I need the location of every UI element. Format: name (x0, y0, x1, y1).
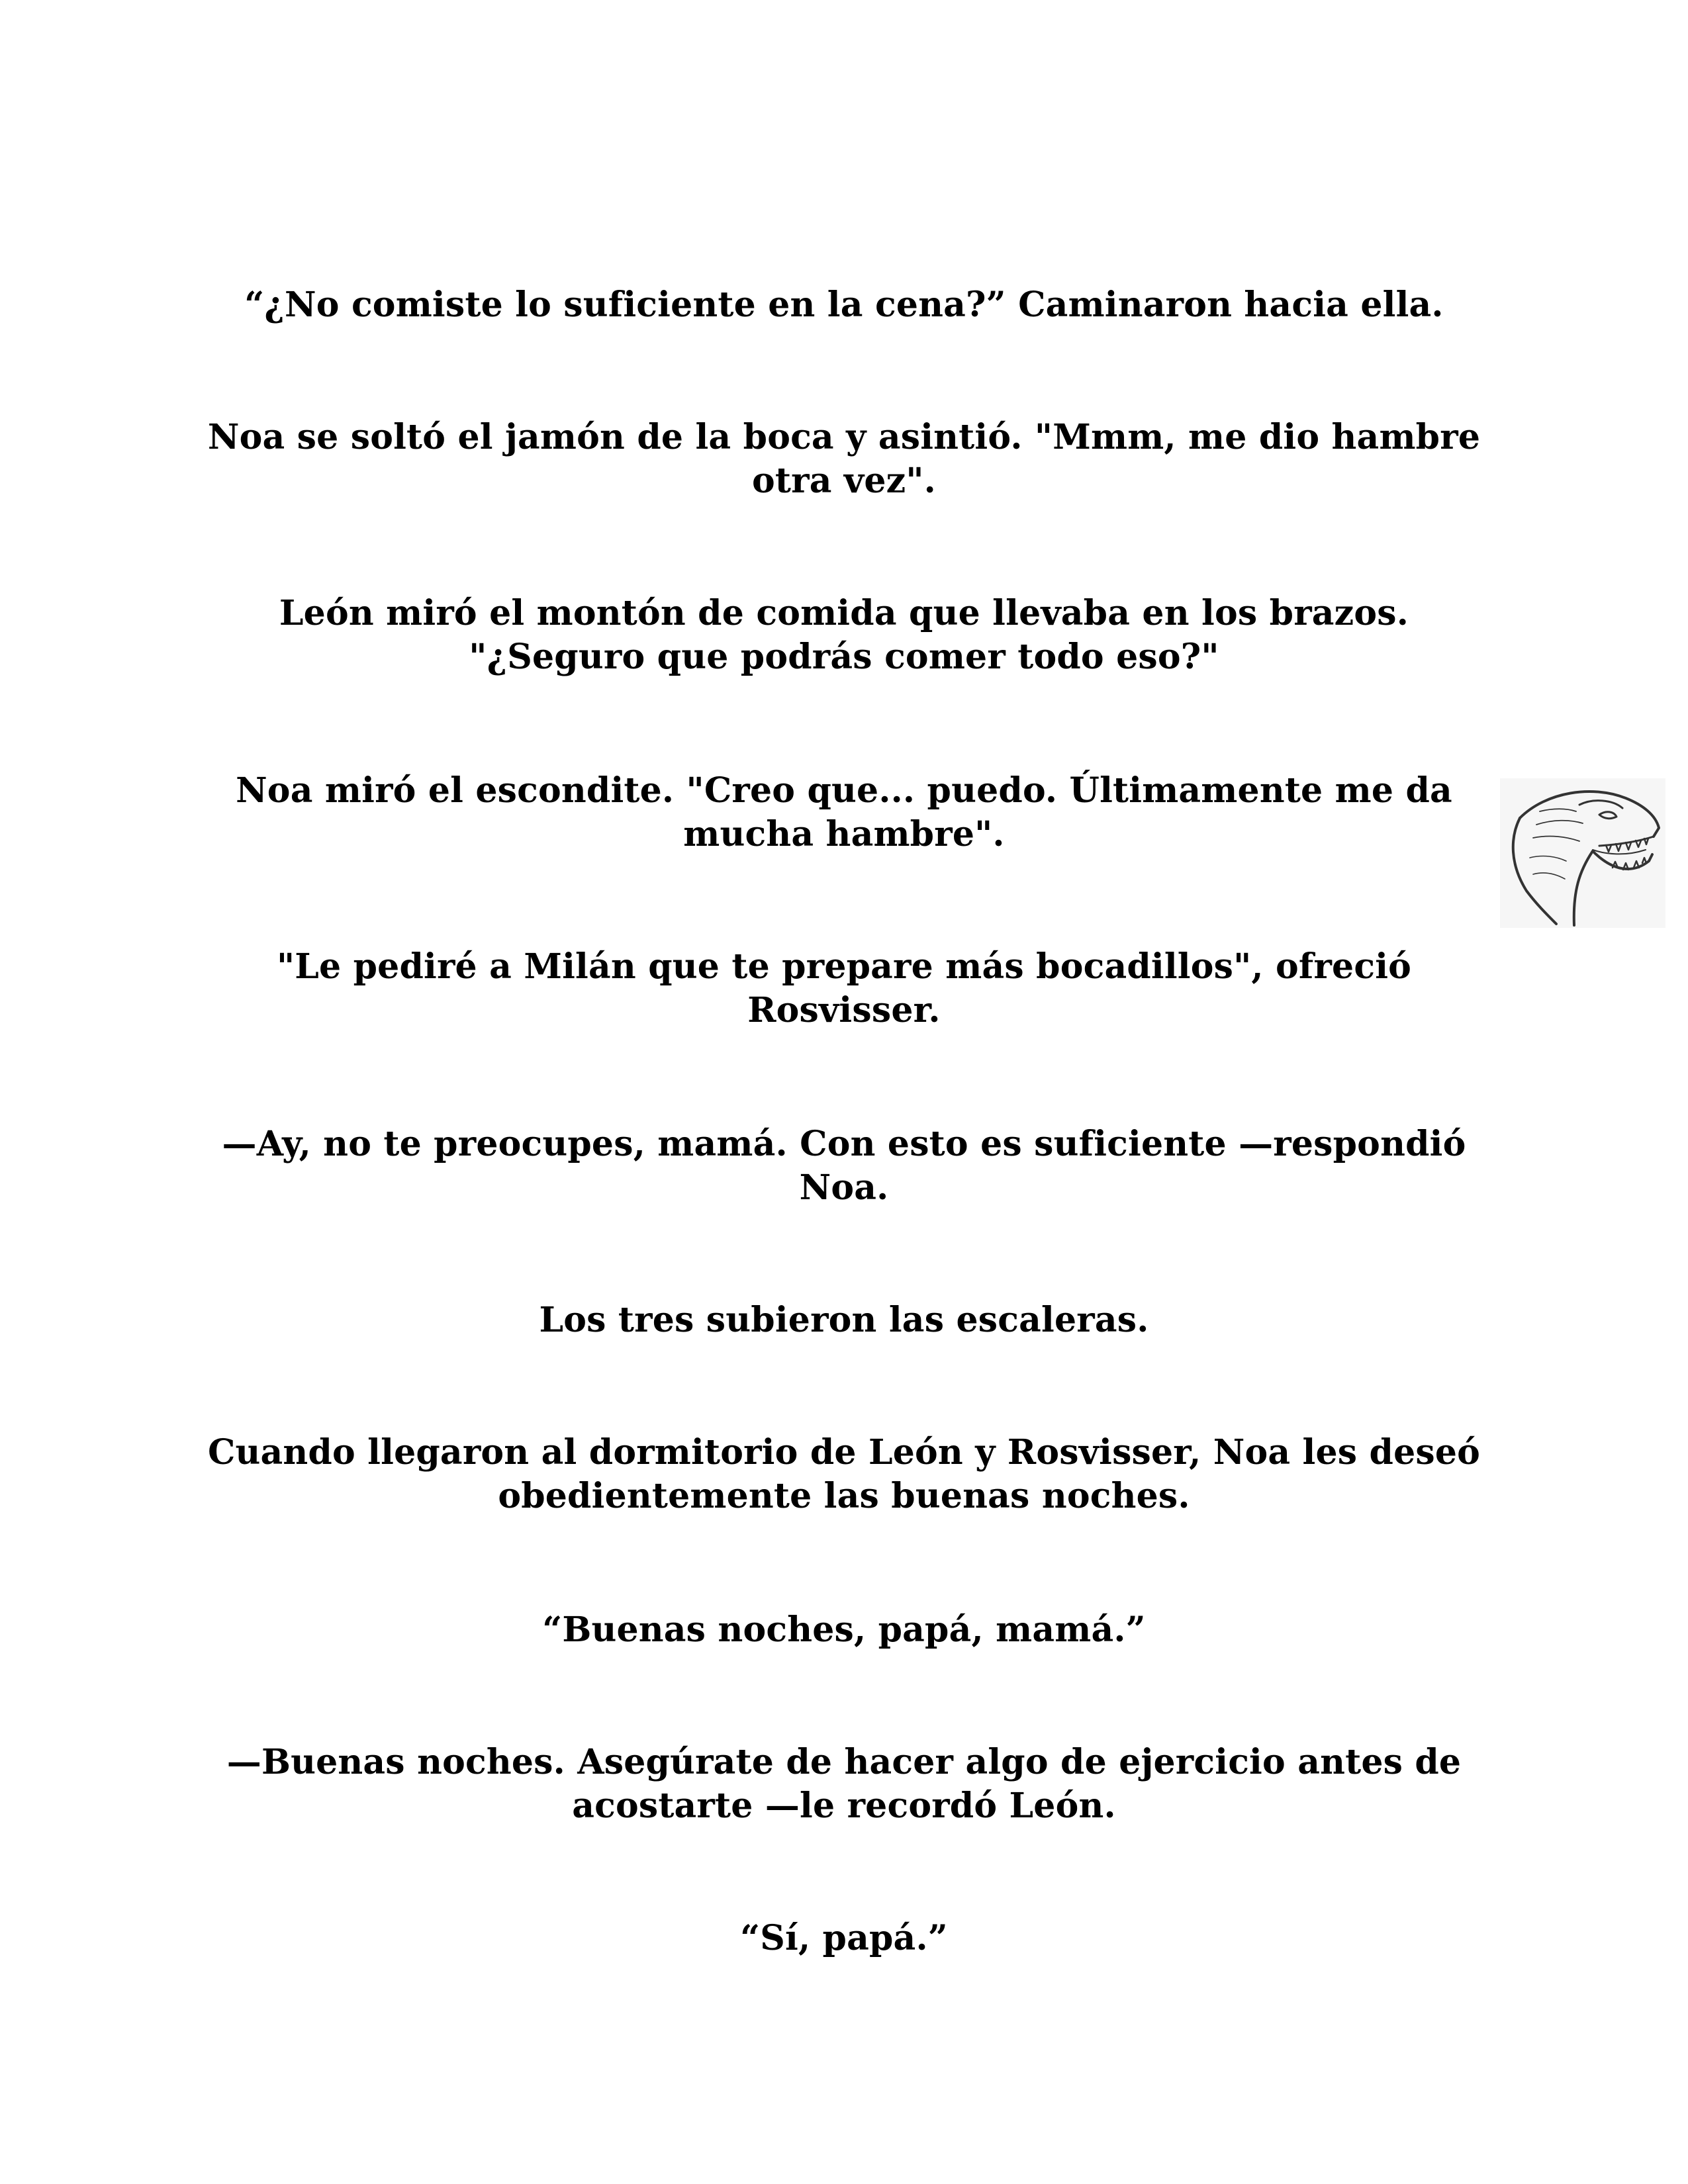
paragraph: León miró el montón de comida que llevaba en los brazos. "¿Seguro que podrás comer todo eso?" (279, 593, 1409, 677)
paragraph: “Buenas noches, papá, mamá.” (542, 1610, 1146, 1650)
paragraph: “¿No comiste lo suficiente en la cena?” Caminaron hacia ella. (244, 285, 1444, 325)
paragraph: "Le pediré a Milán que te prepare más bocadillos", ofreció Rosvisser. (276, 946, 1412, 1030)
paragraph: “Sí, papá.” (740, 1918, 948, 1958)
dinosaur-head-sketch-icon (1500, 778, 1665, 928)
paragraph: Noa miró el escondite. "Creo que... puedo. Últimamente me da mucha hambre". (236, 770, 1452, 854)
paragraph: Noa se soltó el jamón de la boca y asintió. "Mmm, me dio hambre otra vez". (207, 417, 1481, 501)
paragraph: —Ay, no te preocupes, mamá. Con esto es suficiente —respondió Noa. (222, 1124, 1466, 1208)
paragraph: Cuando llegaron al dormitorio de León y Rosvisser, Noa les deseó obedientemente las buenas noches. (207, 1432, 1481, 1516)
paragraph: —Buenas noches. Asegúrate de hacer algo de ejercicio antes de acostarte —le recordó León. (226, 1742, 1462, 1826)
paragraph: Los tres subieron las escaleras. (539, 1300, 1149, 1340)
